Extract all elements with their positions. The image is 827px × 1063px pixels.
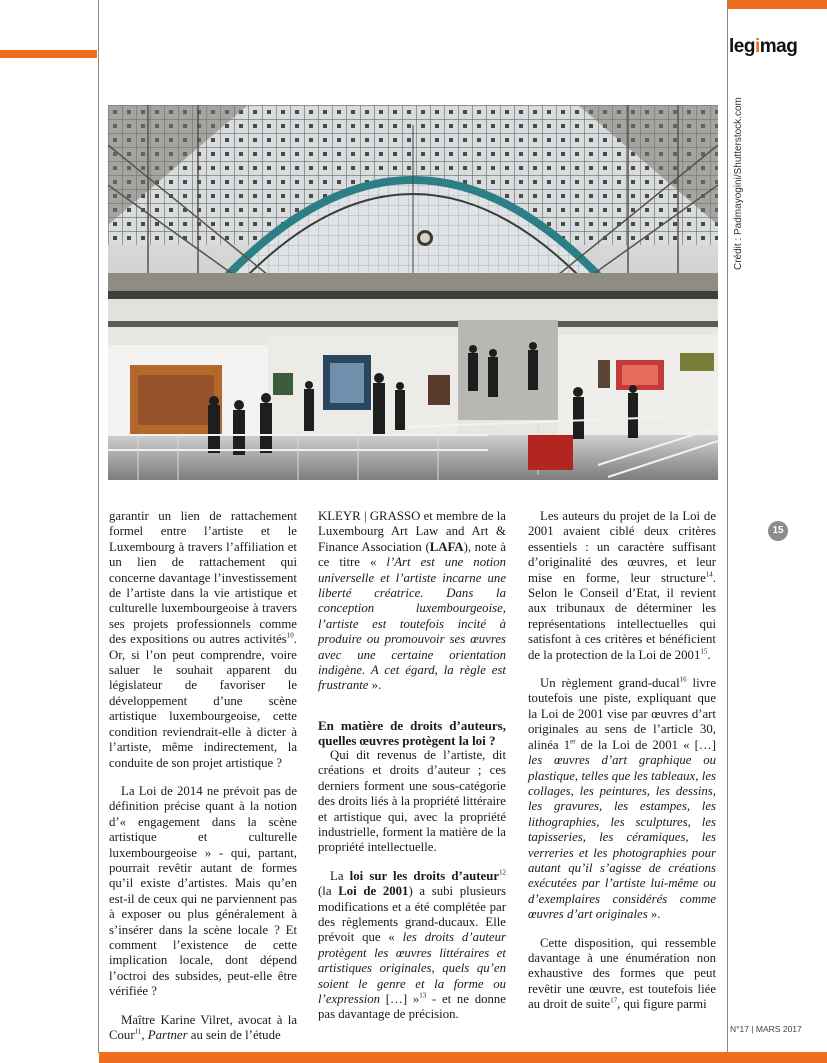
paragraph: La loi sur les droits d’auteur$^{12}$ (la Loi de 2001) a subi plusieurs modifications et a été complétée par des règlements grand-ducaux. Elle prévoit que « les droits d’auteur protègent les œuvres littéraires et artistiques originales, quels qu’en soient le genre et la forme ou l’expression […] »$^{13}$ - et ne donne pas davantage de précision. [318,868,506,1022]
footnote-ref: 15 [700,647,708,656]
top-left-accent-bar [0,50,97,58]
paragraph: Les auteurs du projet de la Loi de 2001 avaient ciblé deux critères essentiels : un caractère suffisant d’originalité des œuvres, et leur mise en forme, leur structure$^{14}$. Selon le Conseil d’Etat, il revient aux tribunaux de déterminer les représentations intellectuelles qui satisfont à ces critères et bénéficient de la protection de la Loi de 2001$^{15}$. [528,509,716,662]
footnote-ref: 13 [419,991,427,1000]
paragraph: Un règlement grand-ducal$^{16}$ livre toutefois une piste, expliquant que la Loi de 2001 vise par œuvres d’art originales au sens de l’article 30, alinéa 1er de la Loi de 2001 « […] les œuvres d’art graphique ou plastique, telles que les tableaux, les collages, les peintures, les dessins, les gravures, les estampes, les lithographies, les sculptures, les tapisseries, les céramiques, les verreries et les photographies pour autant qu’il s’agisse de créations exécutées par l’artiste lui-même ou d’exemplaires considérés comme œuvres d’art originales ». [528,675,716,922]
bottom-accent-bar [99,1052,827,1063]
paragraph: garantir un lien de rattachement formel entre l’artiste et le Luxembourg à travers l’affiliation et un lien de rattachement qui concerne davantage l’investissement de l’artiste dans la vie artistique et culturelle luxembourgeoise à travers ses projets professionnels comme des expositions ou autres activités$^{10}$. Or, si l’on peut comprendre, voire saluer le souhait apparent du législateur de favoriser le développement d’une scène artistique luxembourgeoise, cette condition reviendrait-elle à dicter à l’artiste, même indirectement, la conduite de son projet artistique ? [109,509,297,770]
footnote-ref: 14 [705,570,713,579]
text-column-3 [528,509,716,1013]
photo-credit: Crédit : Padmayogini/Shutterstock.com [733,97,744,270]
footnote-ref: 12 [499,868,506,877]
paragraph: Cette disposition, qui ressemble davantage à une énumération non exhaustive des formes que peut revêtir une œuvre, est toutefois liée au droit de suite$^{17}$, qui figure parmi [528,935,716,1012]
paragraph: KLEYR | GRASSO et membre de la Luxembourg Art Law and Art & Finance Association (LAFA), note à ce titre « l’Art est une notion universelle et l’artiste incarne une liberté créatrice. Dans la conception luxembourgeoise, l’artiste est toutefois incité à produire ou promouvoir ses œuvres avec une certaine orientation indigène. A cet égard, la règle est frustrante ». [318,509,507,693]
left-margin-rule [98,0,99,1053]
paragraph: La Loi de 2014 ne prévoit pas de définition précise quant à la notion d’« engagement dans la scène artistique et culturelle luxembourgeoise » - qui, partant, pourrait revêtir autant de formes qu’il existe d’artistes. Mais qu’en est-il de ceux qui ne parviennent pas à exposer ou plus généralement à s’insérer dans la scène locale ? Et comment l’existence de cette implication locale, dont dépend l’octroi des subsides, peut-elle être vérifiée ? [109,783,297,999]
footnote-ref: 11 [134,1027,142,1036]
paragraph: Maître Karine Vilret, avocat à la Cour$^{11}$, Partner au sein de l’étude [109,1012,297,1042]
page-number-badge: 15 [768,521,788,541]
footnote-ref: 16 [679,675,687,684]
top-right-accent-bar [728,0,827,9]
exhibition-hall-photo [108,105,718,480]
issue-label: N°17 | MARS 2017 [730,1024,802,1034]
section-heading: En matière de droits d’auteurs, quelles œuvres protègent la loi ? [318,717,506,748]
footnote-ref: 17 [610,996,618,1005]
footnote-ref: 10 [286,631,294,640]
right-margin-rule [727,0,728,1053]
text-column-2 [318,509,506,1023]
magazine-logo: legimag [729,36,798,57]
paragraph: Qui dit revenus de l’artiste, dit créations et droits d’auteur ; ces derniers forment une sous-catégorie des droits liés à la propriété littéraire et artistique qui, avec la propriété industrielle, forment la matière de la propriété intellectuelle. [318,747,506,855]
text-column-1 [109,509,297,1043]
